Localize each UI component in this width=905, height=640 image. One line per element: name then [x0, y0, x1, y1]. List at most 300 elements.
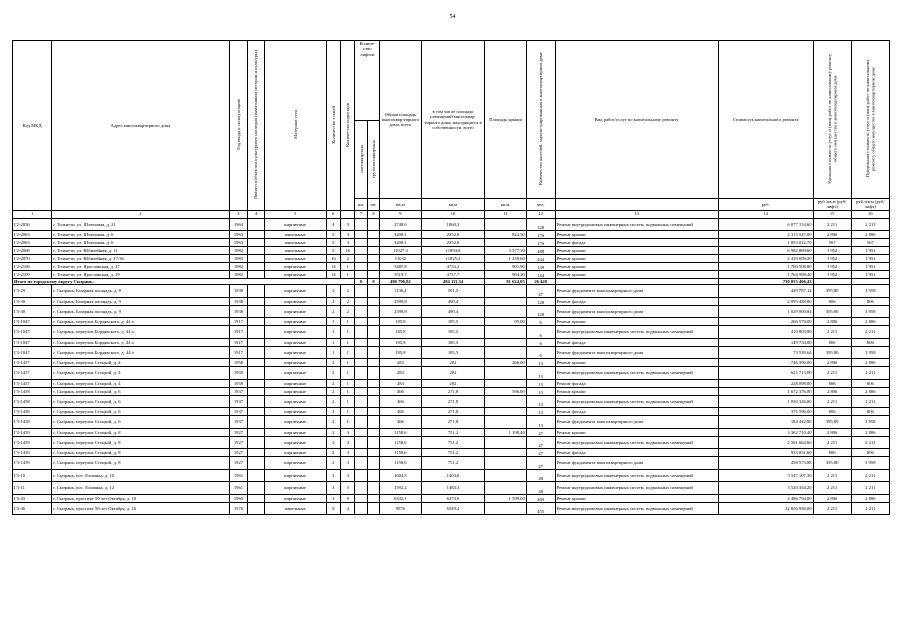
cell-entrances: 1 — [341, 263, 355, 271]
cell-lc — [367, 469, 379, 482]
column-number: 6 — [326, 210, 340, 218]
cell-unit: 806 — [813, 449, 851, 457]
cell-owned: 2352,8 — [421, 231, 485, 239]
cell-code: Г3-1459 — [13, 449, 52, 457]
header-floors: Количество этажей — [326, 41, 340, 211]
cell-max: 1 952 — [851, 263, 889, 271]
cell-year: 1961 — [229, 482, 248, 495]
cell-floors: 3 — [326, 494, 340, 502]
column-number: 10 — [421, 210, 485, 218]
cell-res: 269 — [526, 494, 555, 502]
table-row — [13, 218, 890, 231]
cell-year: 1938 — [229, 285, 248, 298]
cell-year: 1917 — [229, 346, 248, 359]
cell-roof — [485, 469, 526, 482]
cell-material: кирпичные — [264, 436, 326, 449]
cell-floors: 2 — [326, 449, 340, 457]
cell-max: 806 — [851, 449, 889, 457]
cell-floors: 16 — [326, 255, 340, 263]
cell-lc — [367, 255, 379, 263]
cell-total: 1158,6 — [380, 449, 421, 457]
cell-owned: 4737,7 — [421, 271, 485, 279]
cell-max: 2 211 — [851, 367, 889, 380]
cell-max: 806 — [851, 297, 889, 305]
cell-res: 128 — [526, 305, 555, 318]
cell-heritage — [248, 416, 265, 429]
cell-entrances: 3 — [341, 428, 355, 436]
cell-floors: 3 — [326, 482, 340, 495]
cell-max: 3 958 — [851, 346, 889, 359]
cell-heritage — [248, 271, 265, 279]
cell-entrances: 1 — [341, 367, 355, 380]
cell-roof — [485, 379, 526, 387]
cell-lp — [355, 367, 367, 380]
cell-heritage — [248, 318, 265, 326]
cell-floors: 2 — [326, 387, 340, 395]
cell-material: кирпичные — [264, 457, 326, 470]
cell-address: г. Сызрань, переулок Бордявского, д. 44 а — [52, 346, 229, 359]
cell-floors: 2 — [326, 416, 340, 429]
cell-code: Г3-29 — [13, 285, 52, 298]
cell-year: 1983 — [229, 255, 248, 263]
cell-lc — [367, 482, 379, 495]
cell-entrances: 1 — [341, 379, 355, 387]
cell-cost: 2 561 664,60 — [718, 436, 813, 449]
cell-cost: 1 760 508,80 — [718, 263, 813, 271]
cell-unit: 395,80 — [813, 416, 851, 429]
cell-cost: 3 547 107,30 — [718, 469, 813, 482]
cell-roof — [485, 338, 526, 346]
cell-owned: 202 — [421, 359, 485, 367]
cell-lc — [367, 387, 379, 395]
cell-res: 13 — [526, 379, 555, 387]
table-row — [13, 318, 890, 326]
column-number: 1 — [13, 210, 52, 218]
cell-floors: 2 — [326, 367, 340, 380]
header-work-type: Вид работ/услуг по капитальному ремонту — [555, 41, 718, 199]
cell-roof: 266,00 — [485, 359, 526, 367]
cell-code: Г3-43 — [13, 494, 52, 502]
cell-max: 806 — [851, 408, 889, 416]
cell-lp — [355, 408, 367, 416]
cell-res: 13 — [526, 395, 555, 408]
cell-roof: 1 198,40 — [485, 428, 526, 436]
cell-entrances: 1 — [341, 326, 355, 339]
cell-owned: 501,5 — [421, 285, 485, 298]
cell-material: кирпичные — [264, 346, 326, 359]
table-row — [13, 338, 890, 346]
cell-work: Ремонт фундамента многоквартирного дома — [555, 305, 718, 318]
cell-res: 455 — [526, 502, 555, 515]
cell-code: Г3-1047 — [13, 318, 52, 326]
cell-work: Ремонт внутридомовых инженерных систем, подвальных помещений — [555, 482, 718, 495]
cell-entrances: 2 — [341, 285, 355, 298]
cell-unit: 806 — [813, 338, 851, 346]
cell-lp — [355, 502, 367, 515]
cell-work: Ремонт фундамента многоквартирного дома — [555, 285, 718, 298]
cell-max: 2 806 — [851, 387, 889, 395]
cell-total: 3208,1 — [380, 231, 421, 239]
table-row — [13, 457, 890, 470]
cell-heritage — [248, 338, 265, 346]
cell-res: 13 — [526, 416, 555, 429]
cell-heritage — [248, 359, 265, 367]
cell-year: 1963 — [229, 239, 248, 247]
cell-owned: 1483,3 — [421, 482, 485, 495]
unit-owned-area: кв.м — [421, 199, 485, 211]
cell-lc — [367, 218, 379, 231]
cell-lc — [367, 359, 379, 367]
cell-lc — [367, 271, 379, 279]
cell-entrances: 3 — [341, 231, 355, 239]
header-lifts-cargo: грузопассажирских — [367, 120, 379, 198]
cell-total: 185,8 — [380, 338, 421, 346]
cell-heritage — [248, 285, 265, 298]
cell-material: кирпичные — [264, 379, 326, 387]
cell-address: г. Сызрань, переулок Стоцкой, д. 8 — [52, 428, 229, 436]
cell-cost: 1 853 012,70 — [718, 239, 813, 247]
cell-material: кирпичные — [264, 359, 326, 367]
cell-cost: 266 570,00 — [718, 318, 813, 326]
cell-year: 1937 — [229, 408, 248, 416]
cell-total: 1158,6 — [380, 428, 421, 436]
cell-lc — [367, 457, 379, 470]
table-row — [13, 297, 890, 305]
cell-work: Ремонт фундамента многоквартирного дома — [555, 416, 718, 429]
cell-max: 2 211 — [851, 436, 889, 449]
cell-code: Г3-1459 — [13, 436, 52, 449]
cell-year: 1937 — [229, 395, 248, 408]
cell-code: Г3-1459 — [13, 457, 52, 470]
table-row — [13, 379, 890, 387]
cell-total: 11042 — [380, 255, 421, 263]
cell-res: 47 — [526, 428, 555, 436]
cell-entrances: 16 — [341, 247, 355, 255]
cell-unit: 2 806 — [813, 428, 851, 436]
table-row — [13, 359, 890, 367]
table-row — [13, 231, 890, 239]
cell-max: 3 958 — [851, 457, 889, 470]
cell-lp — [355, 387, 367, 395]
table-row — [13, 285, 890, 298]
cell-address: г. Тольятти, ул. Юбилейная, д. 17/36 — [52, 255, 229, 263]
cell-code: Г3-30 — [13, 305, 52, 318]
cell-lc — [367, 436, 379, 449]
cell-cost: 449 787,12 — [718, 285, 813, 298]
cell-code: Г2-2063 — [13, 231, 52, 239]
cell-owned: 202 — [421, 379, 485, 387]
cell-material: кирпичные — [264, 218, 326, 231]
cell-lp — [355, 449, 367, 457]
column-number: 4 — [248, 210, 265, 218]
table-row — [13, 449, 890, 457]
cell-material: кирпичные — [264, 449, 326, 457]
cell-material: панельные — [264, 255, 326, 263]
repair-program-table — [12, 40, 890, 515]
cell-unit: 567 — [813, 239, 851, 247]
cell-cost: 625 713,00 — [718, 367, 813, 380]
cell-max: 2 211 — [851, 482, 889, 495]
cell-material: кирпичные — [264, 416, 326, 429]
cell-lc — [367, 326, 379, 339]
cell-total: 3208,1 — [380, 239, 421, 247]
cell-res: 444 — [526, 255, 555, 263]
cell-heritage — [248, 255, 265, 263]
cell-res: 13 — [526, 367, 555, 380]
unit-total-area: кв.м — [380, 199, 421, 211]
cell-roof — [485, 326, 526, 339]
cell-entrances: 3 — [341, 449, 355, 457]
cell-max: 3 958 — [851, 305, 889, 318]
cell-cost: 184 442,80 — [718, 416, 813, 429]
cell-address: г. Сызрань, переулок Стоцкой, д. 4 — [52, 367, 229, 380]
table-row — [13, 428, 890, 436]
cell-max: 2 211 — [851, 218, 889, 231]
header-cost: Стоимость капитального ремонта — [718, 41, 813, 199]
cell-floors: 9 — [326, 502, 340, 515]
cell-floors: 2 — [326, 305, 340, 318]
cell-roof: 901,90 — [485, 263, 526, 271]
cell-work: Ремонт крыши — [555, 255, 718, 263]
cell-heritage — [248, 305, 265, 318]
cell-lc — [367, 494, 379, 502]
cell-roof — [485, 408, 526, 416]
cell-lc — [367, 231, 379, 239]
cell-owned: 271,8 — [421, 387, 485, 395]
cell-year: 1982 — [229, 263, 248, 271]
cell-floors: 2 — [326, 379, 340, 387]
cell-lp — [355, 326, 367, 339]
cell-entrances: 1 — [341, 318, 355, 326]
cell-floors: 1 — [326, 346, 340, 359]
cell-work: Ремонт крыши — [555, 494, 718, 502]
table-row — [13, 494, 890, 502]
cell-total: 2599,8 — [380, 297, 421, 305]
cell-address: г. Сызрань, Базарная площадь, д. 9 — [52, 297, 229, 305]
cell-lc — [367, 416, 379, 429]
cell-lp — [355, 285, 367, 298]
cell-entrances: 1 — [341, 346, 355, 359]
cell-lc — [367, 318, 379, 326]
cell-address: г. Сызрань, переулок Стоцкой, д. 8 — [52, 436, 229, 449]
cell-year: 1958 — [229, 359, 248, 367]
cell-floors: 14 — [326, 271, 340, 279]
cell-cost: 3 362 710,40 — [718, 428, 813, 436]
cell-material: кирпичные — [264, 469, 326, 482]
cell-work: Ремонт крыши — [555, 247, 718, 255]
cell-max: 2 806 — [851, 318, 889, 326]
header-unit-cost: Удельная стоимость услуг и (или) работ по капитальному ремонту общего имущества в многоквартирном доме — [813, 41, 851, 199]
cell-lc — [367, 379, 379, 387]
cell-heritage — [248, 218, 265, 231]
cell-floors: 2 — [326, 297, 340, 305]
cell-work: Ремонт фасада — [555, 449, 718, 457]
header-code: Код МКД — [13, 41, 52, 211]
cell-heritage — [248, 387, 265, 395]
cell-address: г. Тольятти, ул. Шлюзовая, д. 21 — [52, 218, 229, 231]
table-row — [13, 367, 890, 380]
cell-lp — [355, 305, 367, 318]
cell-res: 6 — [526, 338, 555, 346]
cell-material: кирпичные — [264, 285, 326, 298]
cell-year: 1917 — [229, 326, 248, 339]
cell-res: 139 — [526, 263, 555, 271]
cell-unit: 2 211 — [813, 469, 851, 482]
cell-res: 47 — [526, 285, 555, 298]
cell-res: 48 — [526, 469, 555, 482]
cell-code: Г3-46 — [13, 502, 52, 515]
cell-lc — [367, 239, 379, 247]
cell-res: 47 — [526, 449, 555, 457]
cell-lp — [355, 482, 367, 495]
cell-cost: 228 098,00 — [718, 379, 813, 387]
header-lifts-passenger: пассажирских — [355, 120, 367, 198]
cell-unit: 806 — [813, 379, 851, 387]
cell-year: 1976 — [229, 502, 248, 515]
cell-year: 1982 — [229, 271, 248, 279]
column-number — [341, 210, 355, 218]
cell-heritage — [248, 239, 265, 247]
header-heritage: Является объектом культурного наследия (памятником истории и культуры) — [248, 41, 265, 211]
cell-address: г. Тольятти, ул. Ярославская, д. 27 — [52, 263, 229, 271]
cell-floors: 2 — [326, 436, 340, 449]
cell-address: г. Сызрань, проспект 50 лет Октября, д. 10 — [52, 494, 229, 502]
cell-unit: 2 211 — [813, 326, 851, 339]
cell-year: 1917 — [229, 338, 248, 346]
cell-heritage — [248, 482, 265, 495]
header-total-area: Общая площадь многоквар-тирного дома, всего — [380, 41, 421, 199]
cell-address: г. Сызрань, переулок Стоцкой, д. 8 — [52, 457, 229, 470]
cell-max: 1 952 — [851, 255, 889, 263]
cell-work: Ремонт внутридомовых инженерных систем, подвальных помещений — [555, 367, 718, 380]
cell-owned: 4733,2 — [421, 263, 485, 271]
cell-total: 283 — [380, 359, 421, 367]
cell-work: Ремонт внутридомовых инженерных систем, подвальных помещений — [555, 469, 718, 482]
cell-roof — [485, 305, 526, 318]
cell-lp — [355, 416, 367, 429]
cell-floors: 2 — [326, 457, 340, 470]
cell-cost: 1 672 376,00 — [718, 387, 813, 395]
table-row — [13, 395, 890, 408]
cell-cost: 410 803,80 — [718, 326, 813, 339]
table-body — [13, 218, 890, 515]
cell-work: Ремонт крыши — [555, 387, 718, 395]
total-total: 486 796,82 — [380, 279, 421, 285]
total-label: Итого по городскому округу Сызрань: — [13, 279, 355, 285]
cell-floors: 2 — [326, 408, 340, 416]
cell-total: 9976 — [380, 502, 421, 515]
cell-code: Г2-2068 — [13, 247, 52, 255]
cell-roof — [485, 449, 526, 457]
table-row — [13, 255, 890, 263]
cell-code: Г3-1458 — [13, 395, 52, 408]
cell-code: Г3-1457 — [13, 379, 52, 387]
cell-max: 567 — [851, 239, 889, 247]
cell-max: 2 211 — [851, 326, 889, 339]
cell-work: Ремонт фундамента многоквартирного дома — [555, 457, 718, 470]
cell-max: 2 211 — [851, 469, 889, 482]
cell-material: кирпичные — [264, 326, 326, 339]
cell-total: 6335,1 — [380, 494, 421, 502]
cell-address: г. Сызрань, Базарная площадь, д. 8 — [52, 285, 229, 298]
cell-floors: 3 — [326, 469, 340, 482]
cell-entrances: 2 — [341, 305, 355, 318]
unit-cost: руб. — [718, 199, 813, 211]
cell-address: г. Сызрань, переулок Стоцкой, д. 4 — [52, 379, 229, 387]
cell-total: 466 — [380, 416, 421, 429]
cell-unit: 1 952 — [813, 271, 851, 279]
cell-total: 466 — [380, 387, 421, 395]
header-roof-area: Площадь крыши — [485, 41, 526, 199]
cell-cost: 1 029 000,84 — [718, 305, 813, 318]
cell-address: г. Сызрань, переулок Стоцкой, д. 6 — [52, 395, 229, 408]
cell-work: Ремонт фасада — [555, 338, 718, 346]
page-number: 54 — [449, 14, 456, 20]
cell-code: Г3-1457 — [13, 367, 52, 380]
cell-address: г. Сызрань, переулок Стоцкой, д. 6 — [52, 416, 229, 429]
cell-roof: 1 239,60 — [485, 255, 526, 263]
cell-cost: 2 095 438,80 — [718, 297, 813, 305]
cell-year: 1937 — [229, 387, 248, 395]
cell-roof — [485, 367, 526, 380]
total-roof: 81 624,05 — [485, 279, 526, 285]
column-number: 5 — [264, 210, 326, 218]
column-number: 9 — [380, 210, 421, 218]
cell-floors: 4 — [326, 218, 340, 231]
unit-max-cost: руб./кв.м (руб/лифт) — [851, 199, 889, 211]
cell-roof: 904,20 — [485, 271, 526, 279]
cell-unit: 2 211 — [813, 395, 851, 408]
cell-work: Ремонт фасада — [555, 408, 718, 416]
header-year: Год ввода в эксплуатацию — [229, 41, 248, 211]
cell-res: 47 — [526, 457, 555, 470]
cell-material: панельные — [264, 247, 326, 255]
cell-roof — [485, 482, 526, 495]
cell-unit: 2 211 — [813, 436, 851, 449]
cell-lp — [355, 379, 367, 387]
cell-heritage — [248, 457, 265, 470]
cell-year: 1961 — [229, 469, 248, 482]
cell-lc — [367, 367, 379, 380]
cell-entrances: 3 — [341, 239, 355, 247]
cell-heritage — [248, 436, 265, 449]
cell-owned: 185,5 — [421, 318, 485, 326]
cell-total: 1158,6 — [380, 457, 421, 470]
cell-code: Г3-1457 — [13, 359, 52, 367]
cell-entrances: 3 — [341, 436, 355, 449]
cell-heritage — [248, 297, 265, 305]
cell-total: 2748,6 — [380, 218, 421, 231]
total-lc: 0 — [367, 279, 379, 285]
unit-work-type — [555, 199, 718, 211]
table-row — [13, 387, 890, 395]
cell-lp — [355, 428, 367, 436]
cell-total: 283 — [380, 379, 421, 387]
cell-max: 3 958 — [851, 285, 889, 298]
cell-code: Г3-1047 — [13, 338, 52, 346]
cell-work: Ремонт внутридомовых инженерных систем, подвальных помещений — [555, 395, 718, 408]
table-row — [13, 436, 890, 449]
cell-unit: 395,80 — [813, 285, 851, 298]
cell-material: панельные — [264, 502, 326, 515]
column-number: 3 — [229, 210, 248, 218]
cell-res: 6 — [526, 318, 555, 326]
cell-lp — [355, 297, 367, 305]
header-address: Адрес многоквартирного дома — [52, 41, 229, 211]
cell-roof — [485, 218, 526, 231]
column-number: 14 — [718, 210, 813, 218]
cell-entrances: 1 — [341, 359, 355, 367]
